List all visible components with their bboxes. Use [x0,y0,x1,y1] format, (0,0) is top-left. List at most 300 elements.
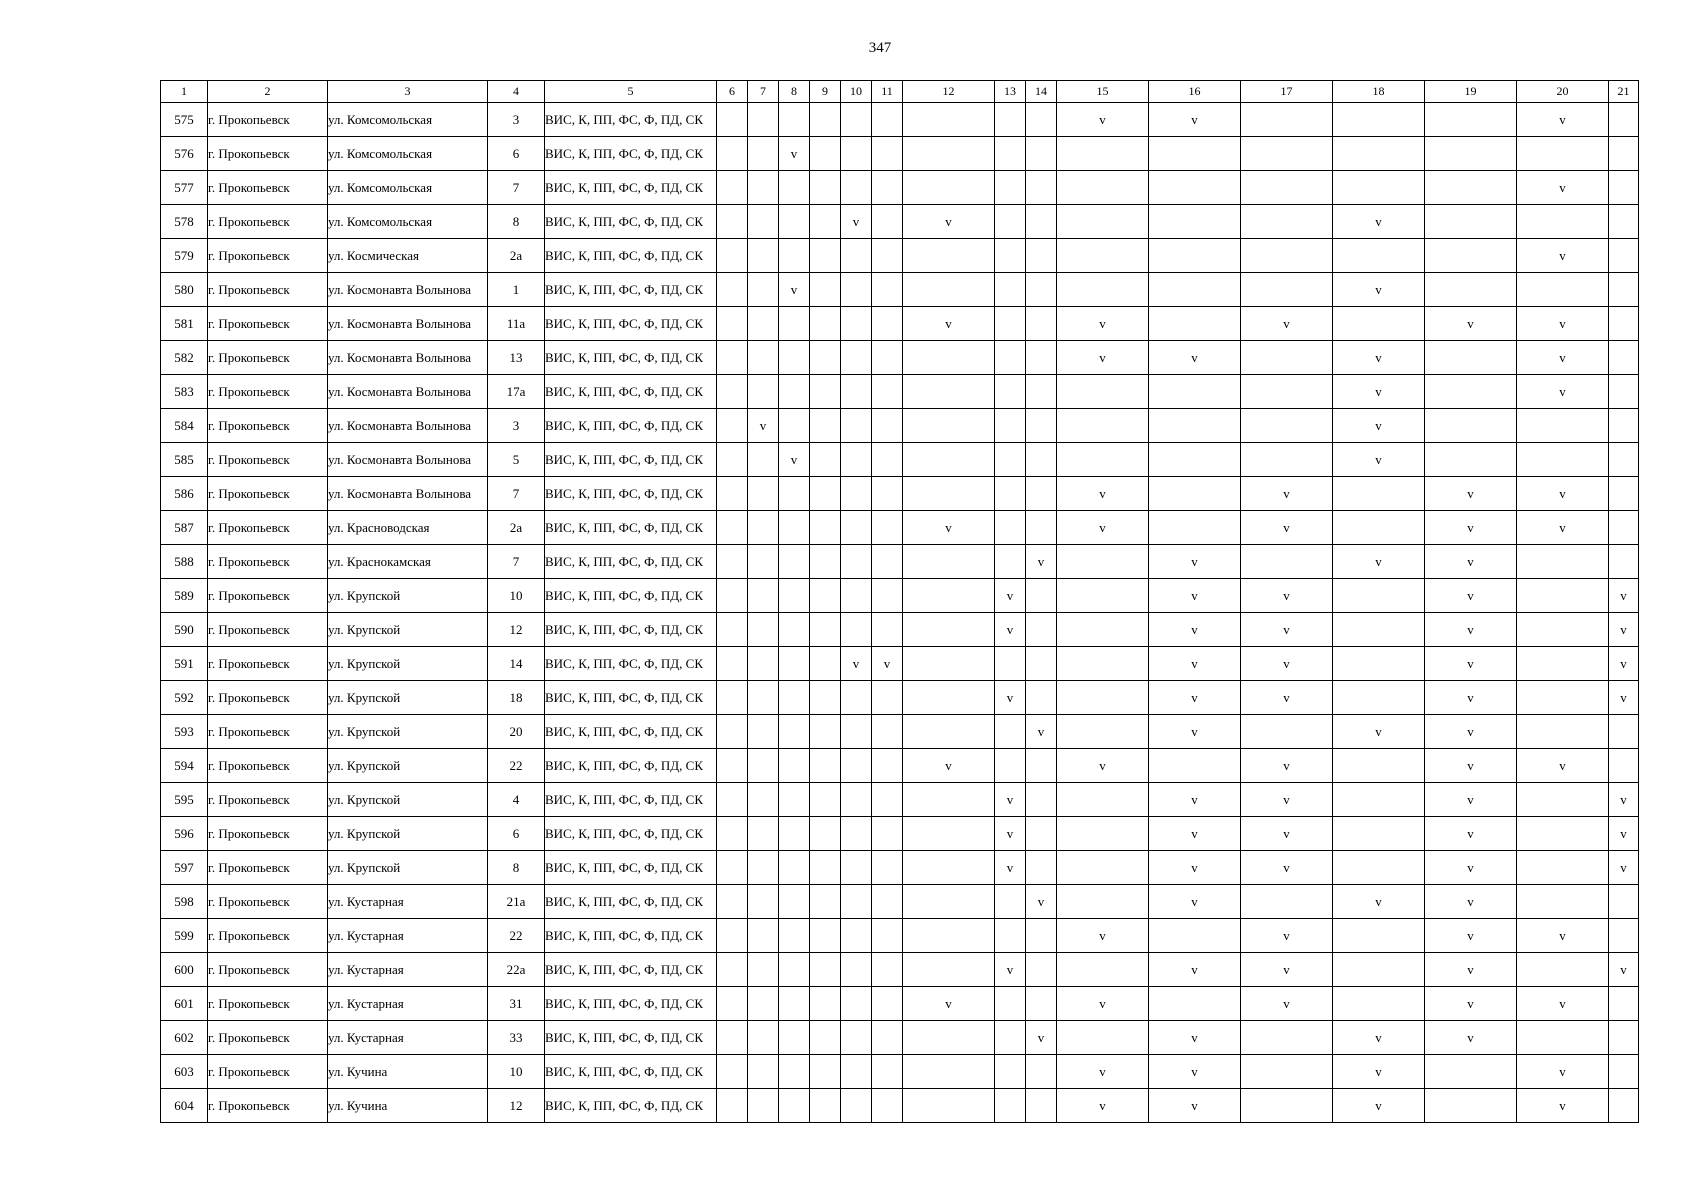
mark-cell-col-14 [1026,341,1057,375]
mark-cell-col-20 [1517,443,1609,477]
mark-cell-col-12 [903,137,995,171]
street-cell: ул. Крупской [328,681,488,715]
house-cell: 6 [488,137,545,171]
mark-cell-col-20 [1517,647,1609,681]
table-row [161,137,1639,171]
mark-cell-col-12 [903,1089,995,1123]
mark-cell-col-7 [748,239,779,273]
mark-cell-col-9 [810,851,841,885]
mark-cell-col-7 [748,307,779,341]
mark-cell-col-6 [717,375,748,409]
street-cell: ул. Кустарная [328,987,488,1021]
mark-cell-col-21: v [1609,647,1639,681]
mark-cell-col-15 [1057,681,1149,715]
mark-cell-col-17: v [1241,613,1333,647]
codes-cell: ВИС, К, ПП, ФС, Ф, ПД, СК [545,749,717,783]
mark-cell-col-6 [717,851,748,885]
mark-cell-col-11 [872,443,903,477]
mark-cell-col-13 [995,341,1026,375]
street-cell: ул. Краснокамская [328,545,488,579]
mark-cell-col-13: v [995,851,1026,885]
mark-cell-col-19: v [1425,987,1517,1021]
mark-cell-col-17: v [1241,783,1333,817]
mark-cell-col-10 [841,341,872,375]
mark-cell-col-9 [810,171,841,205]
column-header: 12 [903,81,995,103]
mark-cell-col-16: v [1149,545,1241,579]
mark-cell-col-12 [903,545,995,579]
mark-cell-col-17 [1241,715,1333,749]
mark-cell-col-12 [903,817,995,851]
mark-cell-col-9 [810,647,841,681]
mark-cell-col-13 [995,1089,1026,1123]
mark-cell-col-15 [1057,783,1149,817]
mark-cell-col-9 [810,953,841,987]
mark-cell-col-18 [1333,103,1425,137]
mark-cell-col-8 [779,307,810,341]
street-cell: ул. Кучина [328,1055,488,1089]
row-number: 598 [161,885,208,919]
mark-cell-col-17 [1241,103,1333,137]
mark-cell-col-13 [995,987,1026,1021]
mark-cell-col-21 [1609,103,1639,137]
house-cell: 4 [488,783,545,817]
row-number: 600 [161,953,208,987]
mark-cell-col-12 [903,647,995,681]
mark-cell-col-16 [1149,511,1241,545]
house-cell: 22а [488,953,545,987]
mark-cell-col-17 [1241,205,1333,239]
codes-cell: ВИС, К, ПП, ФС, Ф, ПД, СК [545,511,717,545]
street-cell: ул. Кустарная [328,1021,488,1055]
mark-cell-col-13: v [995,953,1026,987]
mark-cell-col-10 [841,613,872,647]
page-number: 347 [868,40,892,56]
mark-cell-col-19: v [1425,715,1517,749]
street-cell: ул. Крупской [328,749,488,783]
mark-cell-col-14 [1026,137,1057,171]
column-header: 18 [1333,81,1425,103]
table-row [161,103,1639,137]
mark-cell-col-10 [841,851,872,885]
mark-cell-col-8 [779,239,810,273]
mark-cell-col-10 [841,885,872,919]
mark-cell-col-20 [1517,409,1609,443]
codes-cell: ВИС, К, ПП, ФС, Ф, ПД, СК [545,205,717,239]
mark-cell-col-13 [995,1021,1026,1055]
house-cell: 6 [488,817,545,851]
mark-cell-col-6 [717,953,748,987]
house-cell: 5 [488,443,545,477]
mark-cell-col-20 [1517,205,1609,239]
mark-cell-col-17: v [1241,579,1333,613]
mark-cell-col-9 [810,205,841,239]
mark-cell-col-15: v [1057,477,1149,511]
row-number: 581 [161,307,208,341]
mark-cell-col-8: v [779,443,810,477]
mark-cell-col-12 [903,613,995,647]
row-number: 578 [161,205,208,239]
mark-cell-col-19 [1425,171,1517,205]
row-number: 597 [161,851,208,885]
mark-cell-col-8 [779,579,810,613]
mark-cell-col-14 [1026,613,1057,647]
mark-cell-col-12 [903,579,995,613]
mark-cell-col-6 [717,647,748,681]
mark-cell-col-18 [1333,681,1425,715]
mark-cell-col-19 [1425,103,1517,137]
mark-cell-col-13 [995,375,1026,409]
mark-cell-col-17 [1241,1021,1333,1055]
mark-cell-col-15 [1057,851,1149,885]
mark-cell-col-19: v [1425,511,1517,545]
street-cell: ул. Космонавта Волынова [328,307,488,341]
street-cell: ул. Кустарная [328,885,488,919]
codes-cell: ВИС, К, ПП, ФС, Ф, ПД, СК [545,851,717,885]
mark-cell-col-18: v [1333,545,1425,579]
mark-cell-col-8 [779,1089,810,1123]
mark-cell-col-17: v [1241,987,1333,1021]
mark-cell-col-10 [841,477,872,511]
mark-cell-col-17: v [1241,511,1333,545]
table-row [161,205,1639,239]
mark-cell-col-20: v [1517,1055,1609,1089]
mark-cell-col-17 [1241,137,1333,171]
mark-cell-col-20: v [1517,477,1609,511]
house-cell: 3 [488,409,545,443]
mark-cell-col-13 [995,477,1026,511]
mark-cell-col-13: v [995,681,1026,715]
city-cell: г. Прокопьевск [208,817,328,851]
house-cell: 2а [488,511,545,545]
mark-cell-col-17: v [1241,477,1333,511]
mark-cell-col-15 [1057,239,1149,273]
mark-cell-col-11 [872,409,903,443]
mark-cell-col-18: v [1333,715,1425,749]
column-header: 16 [1149,81,1241,103]
mark-cell-col-9 [810,817,841,851]
column-header: 9 [810,81,841,103]
mark-cell-col-20 [1517,715,1609,749]
mark-cell-col-21 [1609,511,1639,545]
street-cell: ул. Кустарная [328,953,488,987]
mark-cell-col-18 [1333,953,1425,987]
row-number: 584 [161,409,208,443]
mark-cell-col-12: v [903,749,995,783]
city-cell: г. Прокопьевск [208,477,328,511]
mark-cell-col-7 [748,817,779,851]
mark-cell-col-16: v [1149,341,1241,375]
street-cell: ул. Красноводская [328,511,488,545]
mark-cell-col-12 [903,715,995,749]
mark-cell-col-14 [1026,273,1057,307]
mark-cell-col-10 [841,1021,872,1055]
mark-cell-col-9 [810,1021,841,1055]
mark-cell-col-17 [1241,443,1333,477]
row-number: 602 [161,1021,208,1055]
mark-cell-col-7 [748,613,779,647]
mark-cell-col-12 [903,239,995,273]
mark-cell-col-17 [1241,409,1333,443]
mark-cell-col-7 [748,715,779,749]
city-cell: г. Прокопьевск [208,443,328,477]
mark-cell-col-6 [717,443,748,477]
street-cell: ул. Комсомольская [328,137,488,171]
mark-cell-col-6 [717,103,748,137]
mark-cell-col-20 [1517,953,1609,987]
mark-cell-col-10 [841,579,872,613]
row-number: 603 [161,1055,208,1089]
house-cell: 7 [488,545,545,579]
mark-cell-col-21 [1609,885,1639,919]
codes-cell: ВИС, К, ПП, ФС, Ф, ПД, СК [545,171,717,205]
mark-cell-col-11 [872,511,903,545]
mark-cell-col-16: v [1149,817,1241,851]
mark-cell-col-6 [717,205,748,239]
mark-cell-col-7 [748,443,779,477]
city-cell: г. Прокопьевск [208,783,328,817]
mark-cell-col-20 [1517,137,1609,171]
house-cell: 31 [488,987,545,1021]
mark-cell-col-17 [1241,1055,1333,1089]
mark-cell-col-20 [1517,545,1609,579]
mark-cell-col-18: v [1333,409,1425,443]
mark-cell-col-6 [717,579,748,613]
column-header: 17 [1241,81,1333,103]
row-number: 586 [161,477,208,511]
mark-cell-col-16: v [1149,953,1241,987]
mark-cell-col-8 [779,613,810,647]
mark-cell-col-12 [903,273,995,307]
mark-cell-col-19: v [1425,885,1517,919]
mark-cell-col-20: v [1517,1089,1609,1123]
mark-cell-col-7 [748,783,779,817]
mark-cell-col-16: v [1149,103,1241,137]
mark-cell-col-16: v [1149,851,1241,885]
mark-cell-col-16 [1149,239,1241,273]
mark-cell-col-10 [841,171,872,205]
codes-cell: ВИС, К, ПП, ФС, Ф, ПД, СК [545,1055,717,1089]
mark-cell-col-6 [717,477,748,511]
mark-cell-col-12 [903,375,995,409]
mark-cell-col-21: v [1609,579,1639,613]
codes-cell: ВИС, К, ПП, ФС, Ф, ПД, СК [545,545,717,579]
mark-cell-col-16: v [1149,783,1241,817]
mark-cell-col-9 [810,715,841,749]
mark-cell-col-10 [841,375,872,409]
mark-cell-col-12: v [903,205,995,239]
mark-cell-col-13 [995,885,1026,919]
mark-cell-col-21 [1609,409,1639,443]
mark-cell-col-10 [841,1055,872,1089]
row-number: 580 [161,273,208,307]
mark-cell-col-11 [872,477,903,511]
mark-cell-col-9 [810,409,841,443]
mark-cell-col-20: v [1517,171,1609,205]
mark-cell-col-20: v [1517,341,1609,375]
mark-cell-col-17 [1241,341,1333,375]
row-number: 587 [161,511,208,545]
table-row [161,375,1639,409]
mark-cell-col-20 [1517,885,1609,919]
mark-cell-col-6 [717,137,748,171]
mark-cell-col-15: v [1057,103,1149,137]
mark-cell-col-11: v [872,647,903,681]
row-number: 592 [161,681,208,715]
mark-cell-col-21 [1609,307,1639,341]
mark-cell-col-21 [1609,477,1639,511]
mark-cell-col-6 [717,545,748,579]
mark-cell-col-8 [779,511,810,545]
mark-cell-col-7 [748,749,779,783]
mark-cell-col-6 [717,715,748,749]
mark-cell-col-17 [1241,885,1333,919]
mark-cell-col-18 [1333,171,1425,205]
mark-cell-col-13 [995,137,1026,171]
mark-cell-col-10 [841,681,872,715]
mark-cell-col-15 [1057,885,1149,919]
mark-cell-col-10 [841,273,872,307]
mark-cell-col-12 [903,885,995,919]
mark-cell-col-16: v [1149,1089,1241,1123]
mark-cell-col-19 [1425,137,1517,171]
mark-cell-col-6 [717,511,748,545]
mark-cell-col-16 [1149,477,1241,511]
table-body [161,103,1639,1123]
mark-cell-col-12: v [903,307,995,341]
mark-cell-col-20: v [1517,239,1609,273]
mark-cell-col-18 [1333,851,1425,885]
mark-cell-col-13 [995,239,1026,273]
mark-cell-col-7 [748,919,779,953]
mark-cell-col-9 [810,783,841,817]
column-header: 11 [872,81,903,103]
table-row [161,307,1639,341]
mark-cell-col-19 [1425,375,1517,409]
table-row [161,1055,1639,1089]
mark-cell-col-15: v [1057,307,1149,341]
house-cell: 18 [488,681,545,715]
house-cell: 12 [488,613,545,647]
mark-cell-col-21 [1609,137,1639,171]
mark-cell-col-12 [903,103,995,137]
street-cell: ул. Кучина [328,1089,488,1123]
mark-cell-col-21 [1609,1055,1639,1089]
mark-cell-col-8 [779,1055,810,1089]
mark-cell-col-15: v [1057,919,1149,953]
mark-cell-col-8 [779,171,810,205]
mark-cell-col-9 [810,273,841,307]
mark-cell-col-21 [1609,341,1639,375]
mark-cell-col-21 [1609,749,1639,783]
row-number: 577 [161,171,208,205]
mark-cell-col-21: v [1609,953,1639,987]
mark-cell-col-15 [1057,545,1149,579]
mark-cell-col-18 [1333,307,1425,341]
mark-cell-col-21 [1609,273,1639,307]
mark-cell-col-19: v [1425,953,1517,987]
mark-cell-col-21 [1609,443,1639,477]
codes-cell: ВИС, К, ПП, ФС, Ф, ПД, СК [545,681,717,715]
mark-cell-col-11 [872,749,903,783]
mark-cell-col-17: v [1241,953,1333,987]
mark-cell-col-7 [748,545,779,579]
city-cell: г. Прокопьевск [208,1021,328,1055]
table-row [161,1021,1639,1055]
mark-cell-col-18: v [1333,885,1425,919]
mark-cell-col-10 [841,1089,872,1123]
mark-cell-col-16 [1149,205,1241,239]
mark-cell-col-12 [903,341,995,375]
row-number: 576 [161,137,208,171]
mark-cell-col-19 [1425,341,1517,375]
mark-cell-col-19: v [1425,613,1517,647]
city-cell: г. Прокопьевск [208,511,328,545]
mark-cell-col-10 [841,103,872,137]
header-row [161,81,1639,103]
mark-cell-col-9 [810,511,841,545]
mark-cell-col-13: v [995,817,1026,851]
codes-cell: ВИС, К, ПП, ФС, Ф, ПД, СК [545,613,717,647]
mark-cell-col-7 [748,137,779,171]
mark-cell-col-8: v [779,273,810,307]
house-cell: 10 [488,1055,545,1089]
mark-cell-col-8 [779,103,810,137]
mark-cell-col-15 [1057,409,1149,443]
mark-cell-col-18 [1333,511,1425,545]
table-row [161,681,1639,715]
mark-cell-col-16 [1149,273,1241,307]
mark-cell-col-18 [1333,477,1425,511]
city-cell: г. Прокопьевск [208,1055,328,1089]
codes-cell: ВИС, К, ПП, ФС, Ф, ПД, СК [545,715,717,749]
mark-cell-col-15: v [1057,1089,1149,1123]
mark-cell-col-11 [872,851,903,885]
mark-cell-col-19: v [1425,851,1517,885]
mark-cell-col-6 [717,817,748,851]
mark-cell-col-7 [748,103,779,137]
row-number: 589 [161,579,208,613]
mark-cell-col-13: v [995,783,1026,817]
mark-cell-col-15 [1057,205,1149,239]
codes-cell: ВИС, К, ПП, ФС, Ф, ПД, СК [545,783,717,817]
column-header: 6 [717,81,748,103]
city-cell: г. Прокопьевск [208,885,328,919]
mark-cell-col-12 [903,1021,995,1055]
mark-cell-col-9 [810,239,841,273]
house-cell: 11а [488,307,545,341]
codes-cell: ВИС, К, ПП, ФС, Ф, ПД, СК [545,103,717,137]
table-row [161,171,1639,205]
mark-cell-col-14 [1026,409,1057,443]
mark-cell-col-13: v [995,613,1026,647]
mark-cell-col-11 [872,545,903,579]
mark-cell-col-6 [717,307,748,341]
street-cell: ул. Космонавта Волынова [328,409,488,443]
city-cell: г. Прокопьевск [208,749,328,783]
mark-cell-col-16: v [1149,885,1241,919]
mark-cell-col-9 [810,885,841,919]
mark-cell-col-11 [872,239,903,273]
mark-cell-col-8 [779,715,810,749]
row-number: 582 [161,341,208,375]
mark-cell-col-17: v [1241,749,1333,783]
mark-cell-col-7 [748,579,779,613]
mark-cell-col-14 [1026,239,1057,273]
table-row [161,715,1639,749]
city-cell: г. Прокопьевск [208,987,328,1021]
mark-cell-col-14 [1026,511,1057,545]
